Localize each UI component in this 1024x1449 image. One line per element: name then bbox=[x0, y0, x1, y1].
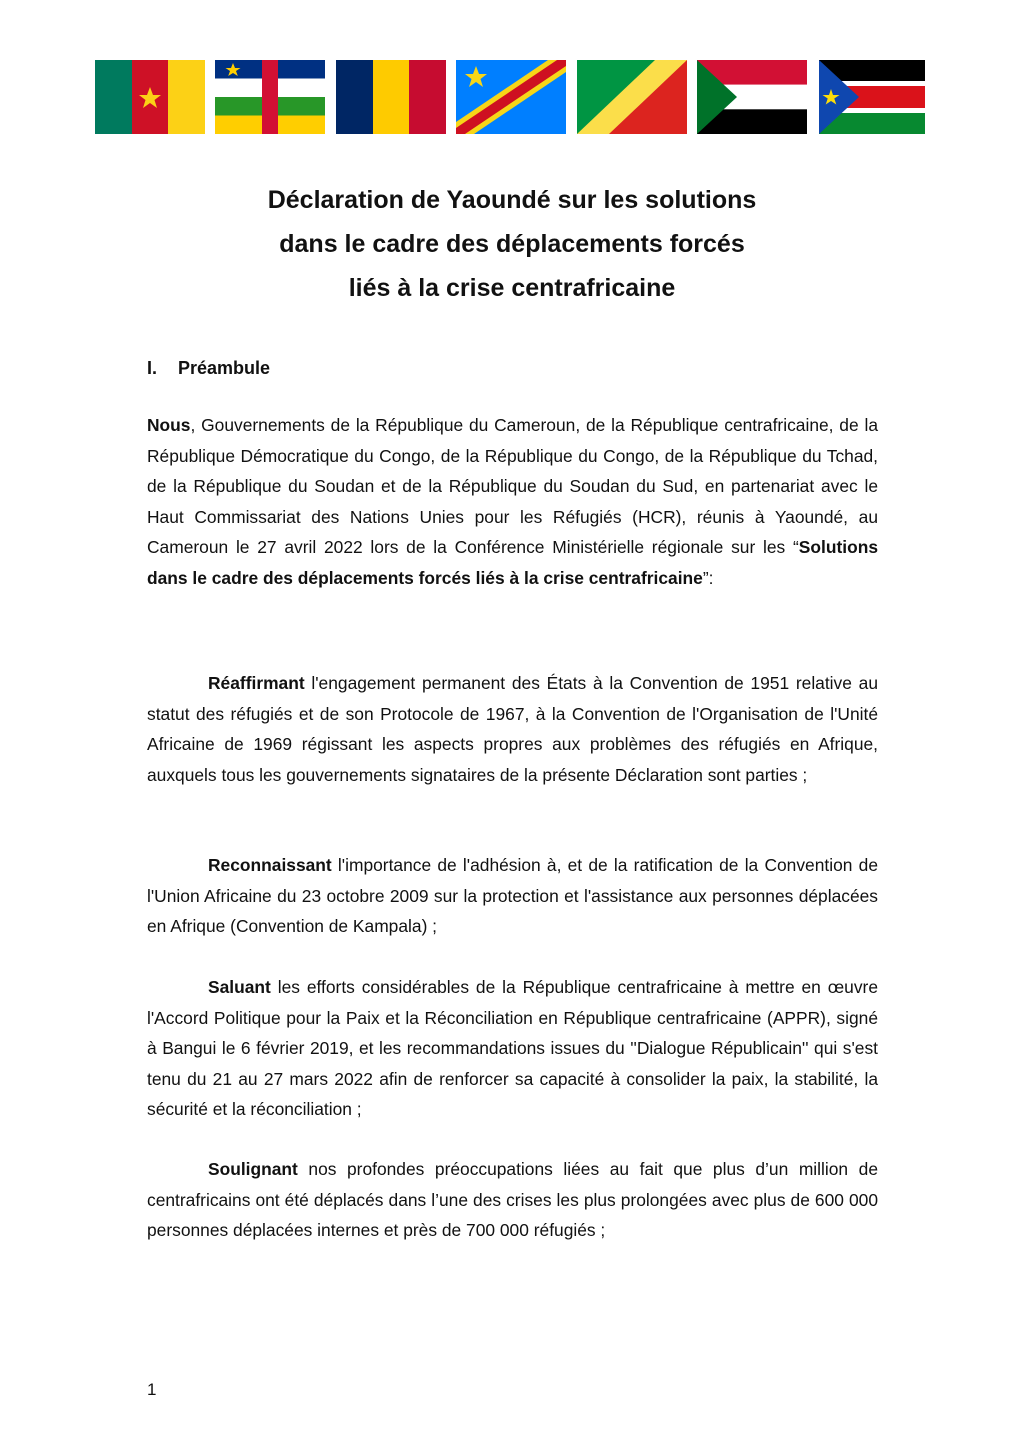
section-heading bbox=[147, 358, 270, 379]
paragraph-text: nos profondes préoccupations liées au fait que plus d’un million de centrafricains ont été déplacés dans l’une des crises les plus prolongées avec plus de 600 000 personnes déplacées internes et près de 700 000 réfugiés ; bbox=[147, 1159, 878, 1241]
section-title: Préambule bbox=[178, 358, 271, 378]
title-line: liés à la crise centrafricaine bbox=[348, 274, 676, 302]
flag-south-sudan-icon bbox=[817, 60, 927, 134]
flag-central-african-republic-icon bbox=[215, 60, 325, 134]
conference-title: Solutions dans le cadre des déplacements forcés liés à la crise centrafricaine bbox=[147, 537, 878, 588]
paragraph-text: l'importance de l'adhésion à, et de la ratification de la Convention de l'Union Africaine du 23 octobre 2009 sur la protection et l'assistance aux personnes déplacées en Afrique (Convention de Kampala) ; bbox=[147, 855, 878, 937]
paragraph-lead: Soulignant bbox=[208, 1159, 298, 1179]
paragraph-text: , Gouvernements de la République du Cameroun, de la République centrafricaine, de la République Démocratique du Congo, de la République du Congo, de la République du Tchad, de la République du Soudan et de la République du Soudan du Sud, en partenariat avec le Haut Commissariat des Nations Unies pour les Réfugiés (HCR), réunis à Yaoundé, au Cameroun le 27 avril 2022 lors de la Conférence Ministérielle régionale sur les “ bbox=[147, 415, 878, 558]
flag-sudan-icon bbox=[697, 60, 807, 134]
paragraph-lead: Reconnaissant bbox=[208, 855, 332, 875]
preamble-paragraph bbox=[147, 972, 878, 1125]
flags-banner bbox=[95, 60, 923, 134]
flag-cameroon-icon bbox=[95, 60, 205, 134]
page-number: 1 bbox=[147, 1380, 157, 1399]
flag-chad-icon bbox=[336, 60, 446, 134]
preamble-paragraph bbox=[147, 1154, 878, 1246]
paragraph-text: ”: bbox=[702, 567, 714, 588]
intro-paragraph bbox=[147, 410, 878, 594]
section-number: I. bbox=[147, 358, 158, 378]
paragraph-lead: Nous bbox=[147, 415, 191, 435]
paragraph-text: l'engagement permanent des États à la Convention de 1951 relative au statut des réfugiés et de son Protocole de 1967, à la Convention de l'Organisation de l'Unité Africaine de 1969 régissant les aspects propres aux problèmes des réfugiés en Afrique, auxquels tous les gouvernements signataires de la présente Déclaration sont parties ; bbox=[147, 673, 878, 785]
flag-congo-icon bbox=[577, 60, 687, 134]
preamble-paragraph bbox=[147, 850, 878, 942]
paragraph-lead: Saluant bbox=[208, 977, 271, 997]
paragraph-text: les efforts considérables de la République centrafricaine à mettre en œuvre l'Accord Politique pour la Paix et la Réconciliation en République centrafricaine (APPR), signé à Bangui le 6 février 2019, et les recommandations issues du ''Dialogue Républicain'' qui s'est tenu du 21 au 27 mars 2022 afin de renforcer sa capacité à consolider la paix, la stabilité, la sécurité et la réconciliation ; bbox=[147, 977, 878, 1120]
title-line: dans le cadre des déplacements forcés bbox=[279, 230, 745, 258]
paragraph-lead: Réaffirmant bbox=[208, 673, 305, 693]
flag-dr-congo-icon bbox=[456, 60, 566, 134]
preamble-paragraph bbox=[147, 668, 878, 790]
title-line: Déclaration de Yaoundé sur les solutions bbox=[267, 186, 757, 214]
document-title bbox=[0, 178, 1024, 310]
